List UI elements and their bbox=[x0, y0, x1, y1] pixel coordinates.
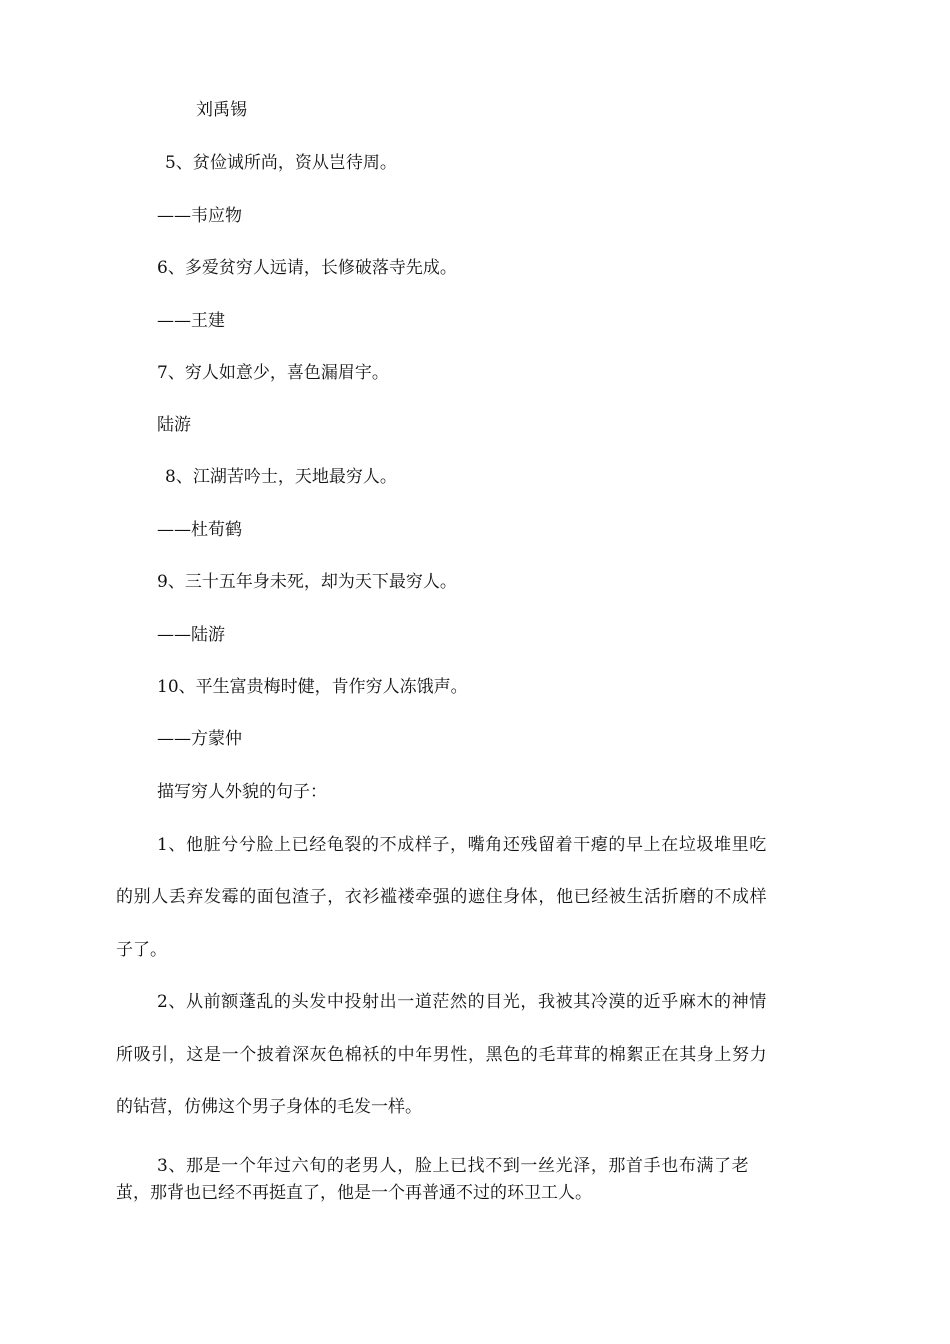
poem-line: 6、多爱贫穷人远请，长修破落寺先成。 bbox=[157, 258, 457, 278]
author-line: ——方蒙仲 bbox=[157, 729, 242, 749]
poem-line: 5、贫俭诚所尚，资从岂待周。 bbox=[165, 153, 397, 173]
paragraph-line: 所吸引，这是一个披着深灰色棉袄的中年男性，黑色的毛茸茸的棉絮正在其身上努力 bbox=[116, 1045, 768, 1065]
author-line: ——杜荀鹤 bbox=[157, 520, 242, 540]
poem-line: 7、穷人如意少，喜色漏眉宇。 bbox=[157, 363, 389, 383]
paragraph-line: 子了。 bbox=[116, 940, 167, 960]
author-line: ——韦应物 bbox=[157, 206, 242, 226]
author-line: 刘禹锡 bbox=[196, 100, 247, 120]
author-line: ——陆游 bbox=[157, 625, 225, 645]
paragraph-line: 的钻营，仿佛这个男子身体的毛发一样。 bbox=[116, 1097, 422, 1117]
poem-line: 9、三十五年身未死，却为天下最穷人。 bbox=[157, 572, 457, 592]
paragraph-line: 茧，那背也已经不再挺直了，他是一个再普通不过的环卫工人。 bbox=[116, 1183, 592, 1203]
section-heading: 描写穷人外貌的句子： bbox=[157, 782, 327, 802]
author-line: 陆游 bbox=[157, 415, 191, 435]
poem-line: 10、平生富贵梅时健，肯作穷人冻饿声。 bbox=[157, 677, 468, 697]
poem-line: 8、江湖苦吟士，天地最穷人。 bbox=[165, 467, 397, 487]
paragraph-line: 的别人丢弃发霉的面包渣子，衣衫褴褛牵强的遮住身体，他已经被生活折磨的不成样 bbox=[116, 887, 768, 907]
author-line: ——王建 bbox=[157, 311, 225, 331]
paragraph-line: 1、他脏兮兮脸上已经龟裂的不成样子，嘴角还残留着干瘪的早上在垃圾堆里吃 bbox=[157, 835, 767, 855]
paragraph-line: 3、那是一个年过六旬的老男人，脸上已找不到一丝光泽，那首手也布满了老 bbox=[157, 1156, 750, 1176]
paragraph-line: 2、从前额蓬乱的头发中投射出一道茫然的目光，我被其冷漠的近乎麻木的神情 bbox=[157, 992, 767, 1012]
